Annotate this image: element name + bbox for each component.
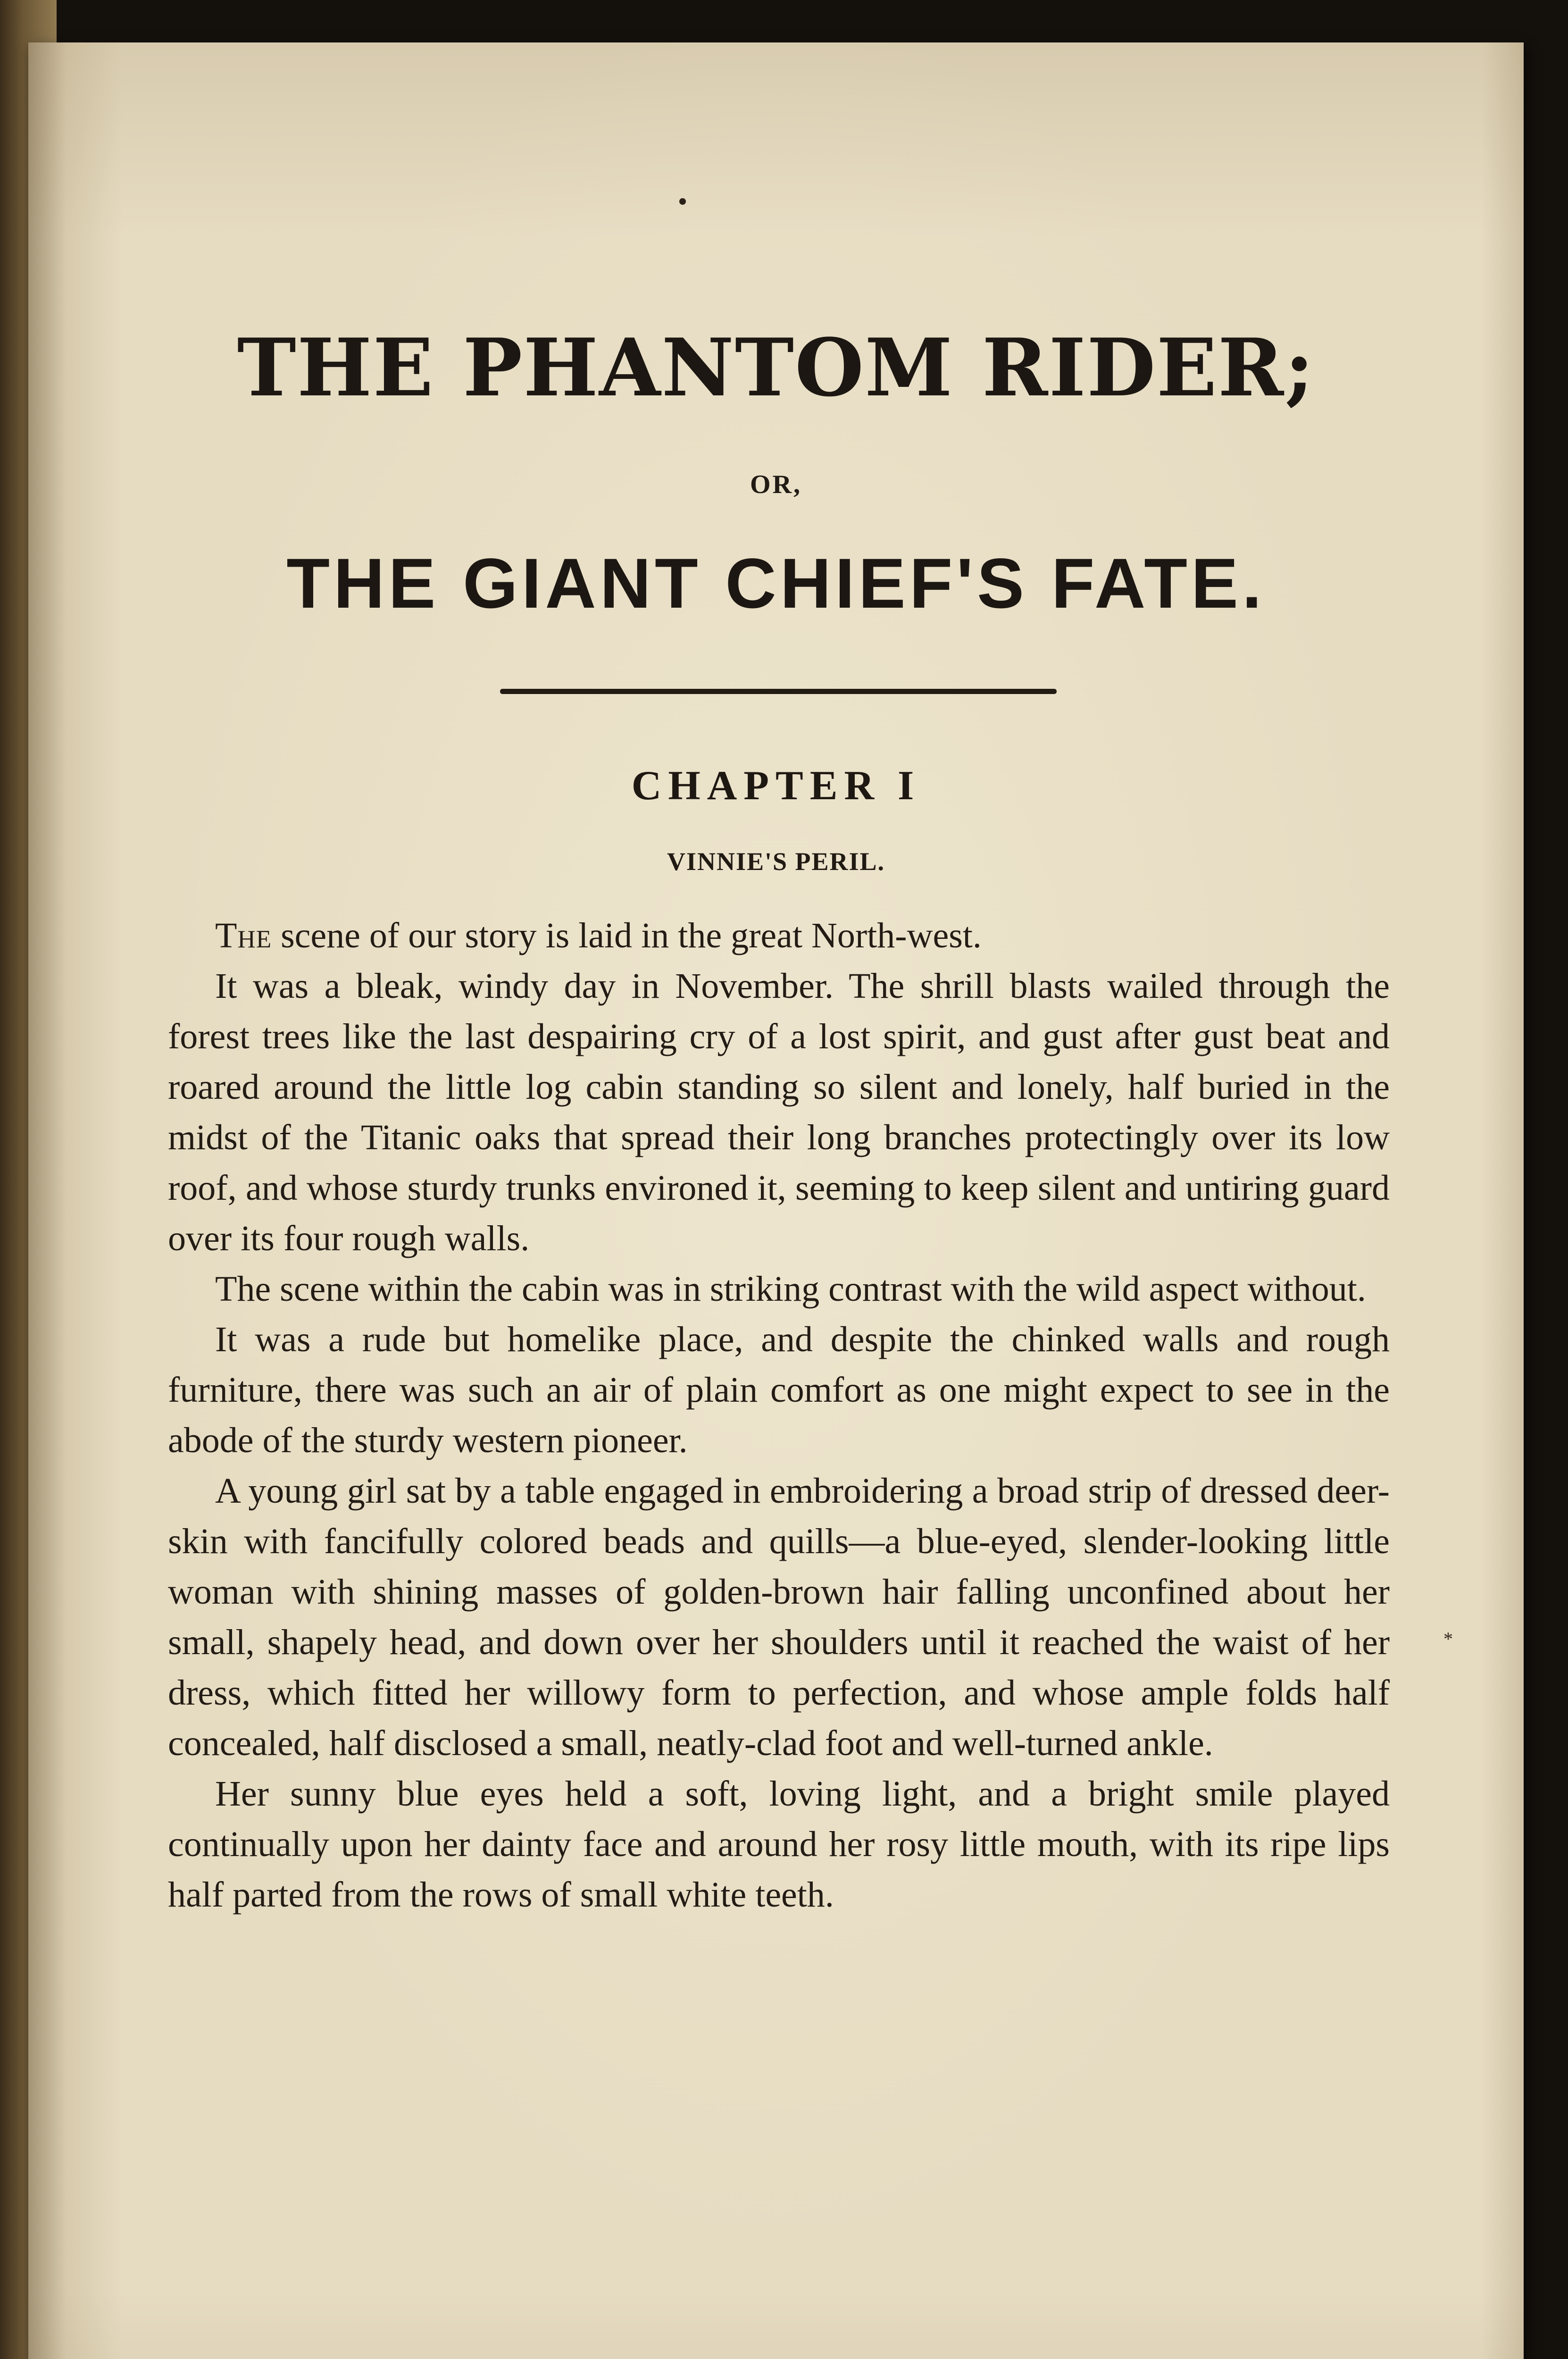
paragraph-3 <box>168 1264 1390 1314</box>
chapter-heading: CHAPTER I <box>631 763 921 809</box>
paragraph-lead-word: The <box>215 916 272 955</box>
paragraph-1 <box>168 911 1390 961</box>
paragraph-text: scene of our story is laid in the great North-west. <box>272 916 982 955</box>
paragraph-6 <box>168 1769 1390 1920</box>
paragraph-text: It was a rude but homelike place, and despite the chinked walls and rough furniture, there was such an air of plain comfort as one might expect to see in the abode of the sturdy western pioneer. <box>168 1320 1390 1460</box>
title-divider <box>500 689 1057 694</box>
paragraph-5 <box>168 1466 1390 1769</box>
paragraph-text: Her sunny blue eyes held a soft, loving light, and a bright smile played continually upon her dainty face and around her rosy little mouth, with its ripe lips half parted from the rows of small white teeth. <box>168 1774 1390 1915</box>
chapter-title: VINNIE'S PERIL. <box>667 847 885 876</box>
printer-dot <box>679 198 686 205</box>
chapter-body <box>168 911 1390 1920</box>
paragraph-text: It was a bleak, windy day in November. The shrill blasts wailed through the forest trees like the last despairing cry of a lost spirit, and gust after gust beat and roared around the little log cabin standing so silent and lonely, half buried in the midst of the Titanic oaks that spread their long branches protectingly over its low roof, and whose sturdy trunks environed it, seeming to keep silent and untiring guard over its four rough walls. <box>168 966 1390 1258</box>
paragraph-2 <box>168 961 1390 1264</box>
paragraph-text: A young girl sat by a table engaged in embroidering a broad strip of dressed deer-skin with fancifully colored beads and quills—a blue-eyed, slender-looking little woman with shining masses of golden-brown hair falling unconfined about her small, shapely head, and down over her shoulders until it reached the waist of her dress, which fitted her willowy form to perfection, and whose ample folds half concealed, half disclosed a small, neatly-clad foot and well-turned ankle. <box>168 1471 1390 1763</box>
book-subtitle: THE GIANT CHIEF'S FATE. <box>286 544 1266 623</box>
title-conjunction: OR, <box>750 470 802 499</box>
paragraph-4 <box>168 1314 1390 1466</box>
margin-mark: * <box>1443 1628 1453 1649</box>
paragraph-text: The scene within the cabin was in striking contrast with the wild aspect without. <box>215 1269 1366 1309</box>
book-title: THE PHANTOM RIDER; <box>237 321 1315 414</box>
book-page <box>28 42 1524 2359</box>
